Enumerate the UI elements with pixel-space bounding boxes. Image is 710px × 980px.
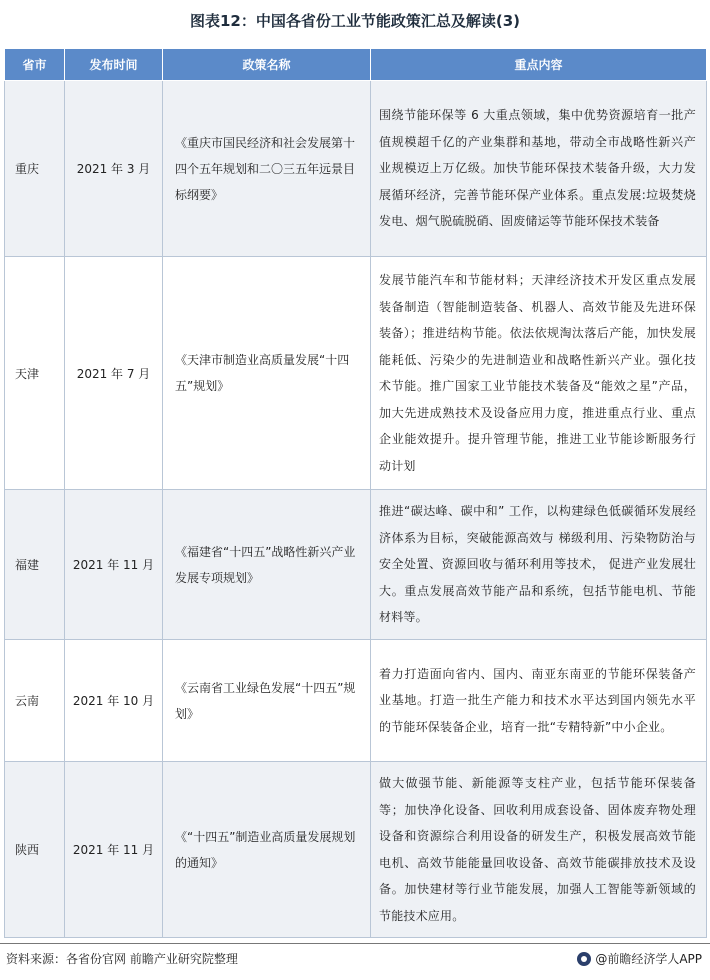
cell-province: 天津 [5, 257, 65, 490]
chart-title: 图表12：中国各省份工业节能政策汇总及解读(3) [189, 12, 521, 30]
cell-key-content: 推进“碳达峰、碳中和” 工作，以构建绿色低碳循环发展经济体系为目标，突破能源高效与 梯级利用、污染物防治与安全处置、资源回收与循环利用等技术， 促进产业发展壮大。重点发展高效节能产品和系统，包括节能电机、节能材料等。 [371, 490, 707, 640]
header-province: 省市 [5, 49, 65, 81]
cell-date: 2021 年 10 月 [65, 640, 163, 762]
table-row [5, 257, 707, 490]
table-row [5, 81, 707, 257]
footer-divider [0, 943, 710, 944]
header-key-content: 重点内容 [371, 49, 707, 81]
cell-policy-name: 《天津市制造业高质量发展“十四五”规划》 [163, 257, 371, 490]
header-date: 发布时间 [65, 49, 163, 81]
cell-province: 陕西 [5, 762, 65, 938]
table-row [5, 640, 707, 762]
qianzhan-logo-icon [577, 952, 591, 966]
brand-credit [577, 950, 702, 967]
source-note: 资料来源：各省份官网 前瞻产业研究院整理 [6, 952, 238, 966]
cell-date: 2021 年 7 月 [65, 257, 163, 490]
cell-policy-name: 《云南省工业绿色发展“十四五”规划》 [163, 640, 371, 762]
cell-policy-name: 《重庆市国民经济和社会发展第十四个五年规划和二〇三五年远景目标纲要》 [163, 81, 371, 257]
cell-province: 重庆 [5, 81, 65, 257]
cell-key-content: 做大做强节能、新能源等支柱产业，包括节能环保装备等；加快净化设备、回收利用成套设备、固体废弃物处理设备和资源综合利用设备的研发生产，积极发展高效节能电机、高效节能能量回收设备、高效节能碳排放技术及设备。加快建材等行业节能发展，加强人工智能等新领域的节能技术应用。 [371, 762, 707, 938]
table-row [5, 490, 707, 640]
cell-key-content: 发展节能汽车和节能材料；天津经济技术开发区重点发展装备制造（智能制造装备、机器人、高效节能及先进环保装备）；推进结构节能。依法依规淘汰落后产能，加快发展能耗低、污染少的先进制造业和战略性新兴产业。强化技术节能。推广国家工业节能技术装备及“能效之星”产品，加大先进成熟技术及设备应用力度，推进重点行业、重点企业能效提升。提升管理节能，推进工业节能诊断服务行动计划 [371, 257, 707, 490]
cell-province: 云南 [5, 640, 65, 762]
cell-key-content: 围绕节能环保等 6 大重点领域，集中优势资源培育一批产值规模超千亿的产业集群和基地，带动全市战略性新兴产业规模迈上万亿级。加快节能环保技术装备升级，大力发展循环经济，完善节能环保产业体系。重点发展:垃圾焚烧发电、烟气脱硫脱硝、固废储运等节能环保技术装备 [371, 81, 707, 257]
table-row [5, 762, 707, 938]
cell-policy-name: 《福建省“十四五”战略性新兴产业发展专项规划》 [163, 490, 371, 640]
cell-date: 2021 年 11 月 [65, 762, 163, 938]
cell-date: 2021 年 11 月 [65, 490, 163, 640]
cell-date: 2021 年 3 月 [65, 81, 163, 257]
brand-text: @前瞻经济学人APP [595, 952, 702, 966]
header-policy-name: 政策名称 [163, 49, 371, 81]
cell-policy-name: 《“十四五”制造业高质量发展规划的通知》 [163, 762, 371, 938]
cell-key-content: 着力打造面向省内、国内、南亚东南亚的节能环保装备产业基地。打造一批生产能力和技术水平达到国内领先水平的节能环保装备企业，培育一批“专精特新”中小企业。 [371, 640, 707, 762]
policy-table [4, 48, 707, 938]
table-header-row [5, 49, 707, 81]
cell-province: 福建 [5, 490, 65, 640]
